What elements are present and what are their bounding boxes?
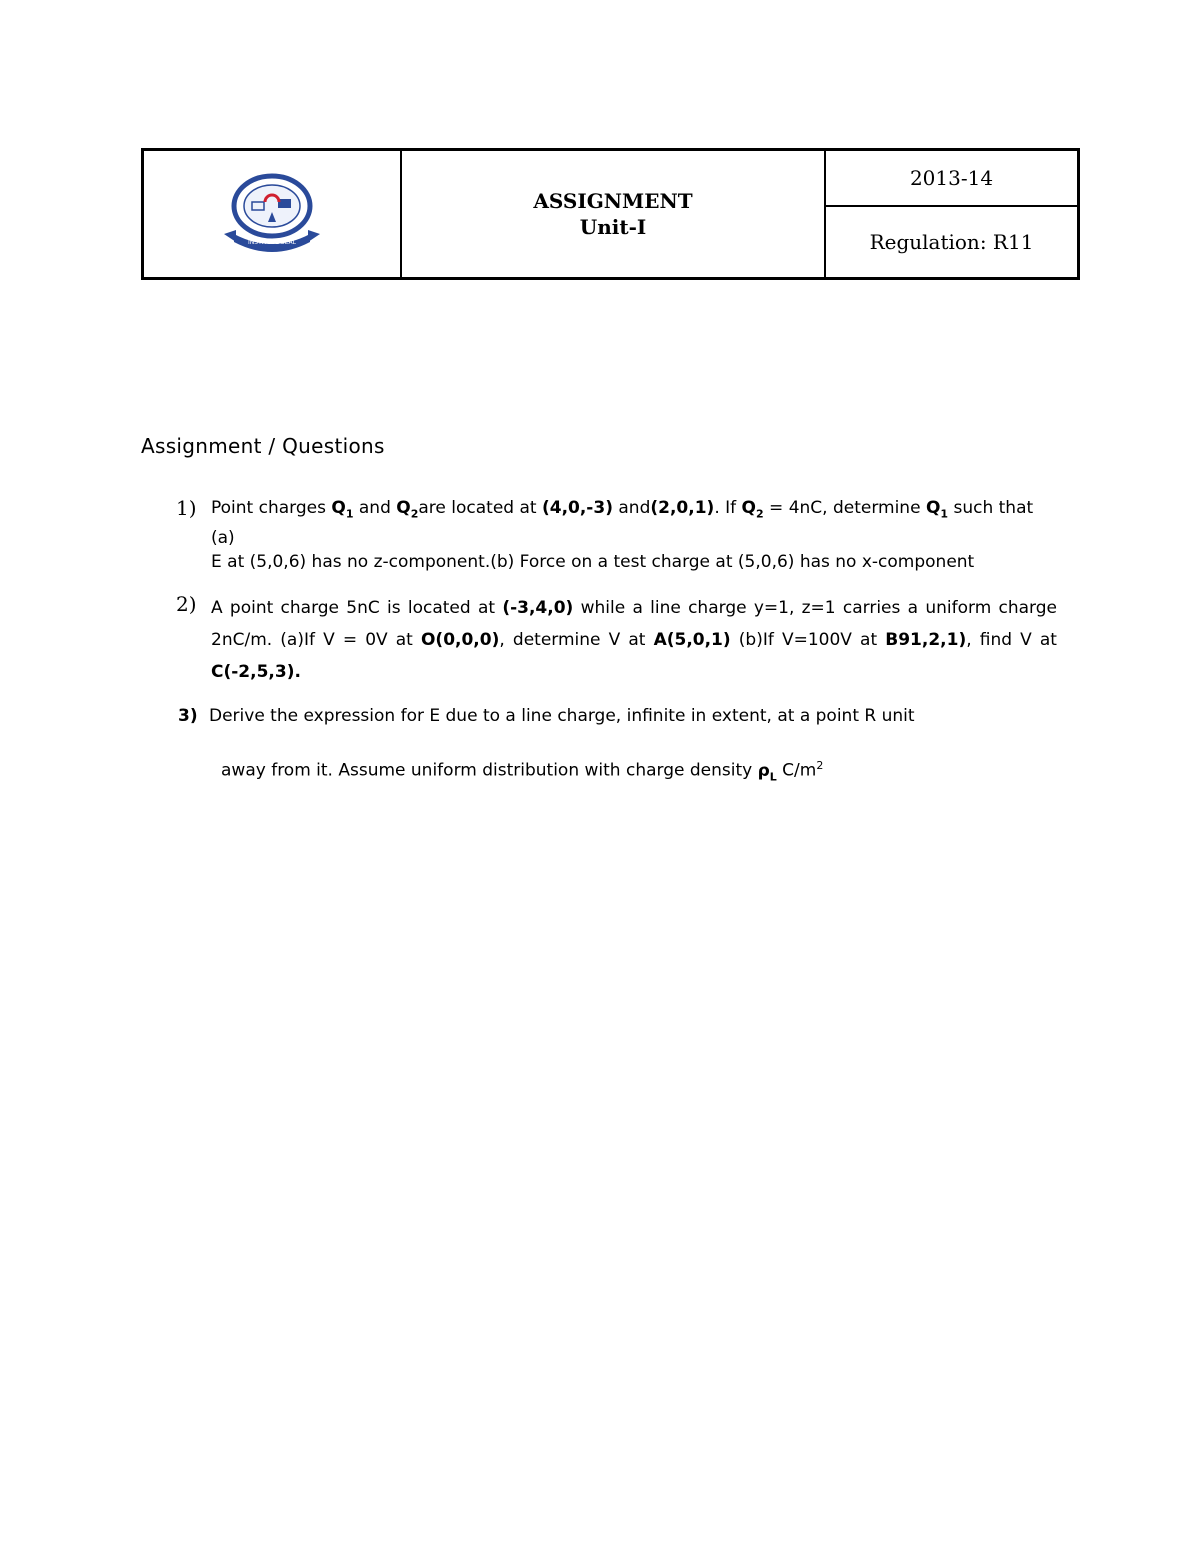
question-number: 3) xyxy=(178,706,198,726)
assignment-title: ASSIGNMENT xyxy=(533,189,693,213)
logo-cell xyxy=(144,151,402,277)
academic-year: 2013-14 xyxy=(826,151,1077,207)
regulation-label: Regulation: R11 xyxy=(869,230,1034,254)
meta-cell xyxy=(826,151,1077,277)
question-text: Derive the expression for E due to a line charge, infinite in extent, at a point R unit xyxy=(209,706,915,726)
question-number: 1) xyxy=(176,496,197,520)
svg-text:INSTITUTE SEAL: INSTITUTE SEAL xyxy=(248,239,296,246)
question-text-continued: away from it. Assume uniform distribution with charge density $\rho_L$ $C/m^2$ xyxy=(221,759,824,784)
title-cell xyxy=(402,151,826,277)
question-number: 2) xyxy=(176,592,197,616)
institute-logo-icon xyxy=(222,172,322,256)
unit-label: Unit-I xyxy=(579,215,647,239)
section-heading: Assignment / Questions xyxy=(141,434,385,458)
question-text: Point charges $Q_1$ and $Q_2are$ located at (4,0,-3) and(2,0,1). If $Q_2 = 4nC$, determine $Q_1$ such that (a) E at (5,0,6) has no z-component.(b) Force on a test charge at (5,0,6) has no x-component xyxy=(211,498,1034,573)
question-text: A point charge 5nC is located at (-3,4,0) while a line charge y=1, z=1 carries a uniform charge 2nC/m. (a)If V = 0V at O(0,0,0), determine V at A(5,0,1) (b)If V=100V at B91,2,1), find V at C(-2,5,3). xyxy=(211,598,1058,682)
header-table xyxy=(141,148,1080,280)
